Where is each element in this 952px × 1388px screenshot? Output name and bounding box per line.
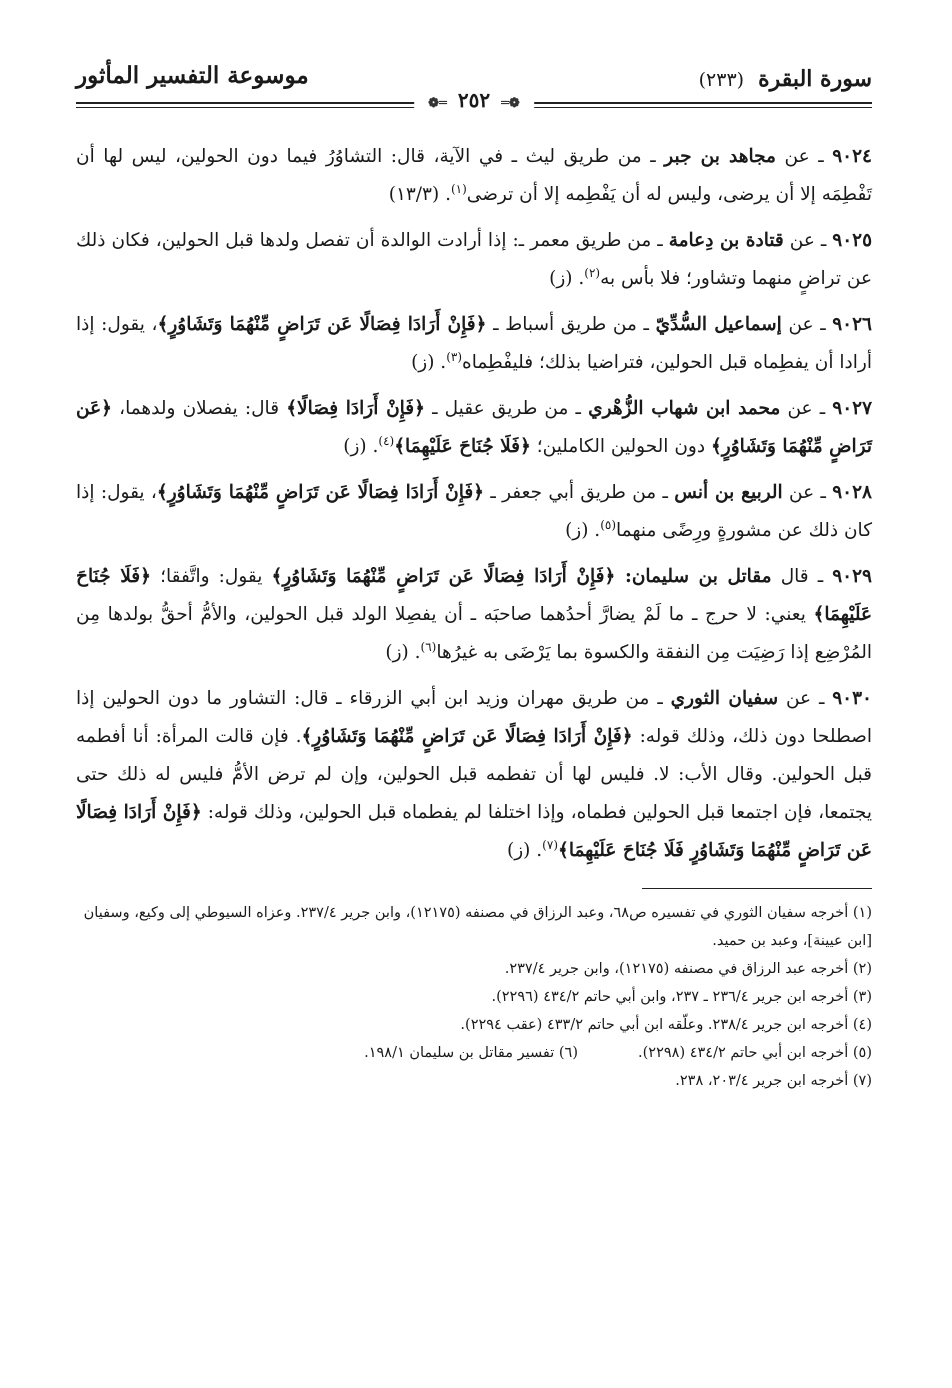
ayah-number: (٢٣٣) — [698, 69, 745, 91]
footnote-marker[interactable]: (٤) — [378, 433, 395, 448]
entry-chain: ـ من طريق أبي جعفر ـ — [490, 482, 668, 503]
footnote-marker[interactable]: (٣) — [446, 349, 463, 364]
footnote-marker[interactable]: (٧) — [542, 837, 558, 852]
page-header — [76, 58, 872, 120]
footnote: (٥) أخرجه ابن أبي حاتم ٤٣٤/٢ (٢٢٩٨). — [638, 1045, 872, 1061]
narrator-name: الربيع بن أنس — [674, 482, 783, 503]
entry-text: دون الحولين الكاملين؛ — [536, 436, 706, 457]
narrations — [76, 138, 872, 870]
entry-ref: . (ز) — [343, 436, 379, 457]
quran-quote: ﴿فَإِنْ أَرَادَا فِصَالًا عَن تَرَاضٍ مِّنْهُمَا وَتَشَاوُرٍ فَلَا جُنَاحَ عَلَيْهِمَا﴾ — [76, 802, 872, 861]
footnote: (٧) أخرجه ابن جرير ٢٠٣/٤، ٢٣٨. — [675, 1073, 872, 1089]
book-title: موسوعة التفسير المأثور — [76, 62, 309, 89]
page-number-block — [414, 88, 534, 112]
footnote: (٣) أخرجه ابن جرير ٢٣٦/٤ ـ ٢٣٧، وابن أبي حاتم ٤٣٤/٢ (٢٢٩٦). — [491, 989, 872, 1005]
footnotes — [76, 899, 872, 1095]
entry-text: ـ من طريق مهران وزيد ابن أبي الزرقاء ـ قال: التشاور ما دون الحولين إذا اصطلحا دون ذلك، وذلك قوله: — [76, 688, 872, 747]
entry-text: يعني: لا حرج ـ ما لَمْ يضارَّ أحدُهما صاحبَه ـ أن يفصِلا الولد قبل الحولين، والأمُّ أحقُّ بولدها مِن المُرْضِع إذا رَضِيَت مِن النفقة والكسوة بما يَرْضَى به غيرُها — [76, 604, 872, 663]
narrator-name: إسماعيل السُّدِّيّ — [655, 314, 782, 335]
entry-chain: ـ من طريق عقيل ـ — [432, 398, 581, 419]
narrator-name: مقاتل بن سليمان — [631, 566, 772, 587]
narrator-name: محمد ابن شهاب الزُّهْري — [588, 398, 781, 419]
entry-chain: ـ من طريق أسباط ـ — [493, 314, 649, 335]
narration-entry: ٩٠٢٨ ـ عن الربيع بن أنس ـ من طريق أبي جعفر ـ ﴿فَإِنْ أَرَادَا فِصَالًا عَن تَرَاضٍ مِّنْهُمَا وَتَشَاوُرٍ﴾، يقول: إذا كان ذلك عن مشورةٍ ورِضًى منهما$^{(٥)}$. (ز) — [76, 482, 872, 541]
entry-ref: . (ز) — [565, 520, 601, 541]
book-page — [76, 58, 872, 1095]
narration-entry: ٩٠٣٠ ـ عن سفيان الثوري ـ من طريق مهران وزيد ابن أبي الزرقاء ـ قال: التشاور ما دون الحولين إذا اصطلحا دون ذلك، وذلك قوله: ﴿فَإِنْ أَرَادَا فِصَالًا عَن تَرَاضٍ مِّنْهُمَا وَتَشَاوُرٍ﴾. فإن قالت المرأة: أنا أفطمه قبل الحولين. وقال الأب: لا. فليس لها أن تفطمه قبل الحولين، وإن لم ترض الأمُّ فليس له ذلك حتى يجتمعا، فإن اجتمعا قبل الحولين فطماه، وإذا اختلفا لم يفطماه قبل الحولين، وذلك قوله: ﴿فَإِنْ أَرَادَا فِصَالًا عَن تَرَاضٍ مِّنْهُمَا وَتَشَاوُرٍ فَلَا جُنَاحَ عَلَيْهِمَا﴾$^{(٧)}$. (ز) — [76, 688, 872, 861]
page-number: ٢٥٢ — [457, 88, 491, 112]
ornament-icon: ❁═ — [501, 96, 520, 111]
entry-text: ـ من طريق ليث ـ في الآية، قال: التشاوُرُ فيما دون الحولين، ليس لها أن تَفْطِمَه إلا أن يرضى، وليس له أن يَفْطِمه إلا أن ترضى — [76, 146, 872, 205]
footnote-row — [76, 1039, 872, 1067]
narrator-name: قتادة بن دِعامة — [668, 230, 784, 251]
entry-number: ٩٠٣٠ — [832, 688, 872, 709]
footnote: (٤) أخرجه ابن جرير ٢٣٨/٤. وعلّقه ابن أبي حاتم ٤٣٣/٢ (عقب ٢٢٩٤). — [460, 1017, 872, 1033]
entry-number: ٩٠٢٥ — [832, 230, 873, 251]
entry-ref: . (ز) — [507, 840, 543, 861]
footnote: (٢) أخرجه عبد الرزاق في مصنفه (١٢١٧٥)، وابن جرير ٢٣٧/٤. — [504, 961, 872, 977]
entry-ref: . (ز) — [411, 352, 447, 373]
footnote-rule — [642, 888, 872, 889]
narration-entry: ٩٠٢٥ ـ عن قتادة بن دِعامة ـ من طريق معمر ـ: إذا أرادت الوالدة أن تفصل ولدها قبل الحولين، فكان ذلك عن تراضٍ منهما وتشاور؛ فلا بأس به$^{(٢)}$. (ز) — [76, 230, 873, 289]
quran-quote: ﴿فَإِنْ أَرَادَا فِصَالًا عَن تَرَاضٍ مِّنْهُمَا وَتَشَاوُرٍ﴾ — [156, 482, 485, 503]
narrator-name: مجاهد بن جبر — [664, 146, 776, 167]
entry-ref: . (ز) — [385, 642, 421, 663]
entry-number: ٩٠٢٤ — [832, 146, 872, 167]
entry-lead: قال — [780, 566, 809, 587]
narrator-name: سفيان الثوري — [670, 688, 779, 709]
entry-number: ٩٠٢٦ — [832, 314, 872, 335]
entry-text: يقول: واتَّفقا؛ — [160, 566, 263, 587]
narration-entry: ٩٠٢٩ ـ قال مقاتل بن سليمان: ﴿فَإِنْ أَرَادَا فِصَالًا عَن تَرَاضٍ مِّنْهُمَا وَتَشَاوُرٍ﴾ يقول: واتَّفقا؛ ﴿فَلَا جُنَاحَ عَلَيْهِمَا﴾ يعني: لا حرج ـ ما لَمْ يضارَّ أحدُهما صاحبَه ـ أن يفصِلا الولد قبل الحولين، والأمُّ أحقُّ بولدها مِن المُرْضِع إذا رَضِيَت مِن النفقة والكسوة بما يَرْضَى به غيرُها$^{(٦)}$. (ز) — [76, 566, 872, 663]
entry-ref: . (١٣/٣) — [388, 184, 451, 205]
footnote-marker[interactable]: (٥) — [600, 517, 617, 532]
entry-text: ، يقول: إذا أرادا أن يفطِماه قبل الحولين، فتراضيا بذلك؛ فليفْطِماه — [76, 314, 872, 373]
quran-quote: ﴿عَن تَرَاضٍ مِّنْهُمَا وَتَشَاوُرٍ﴾ — [76, 398, 872, 457]
entry-text: قال: يفصلان ولدهما، — [119, 398, 280, 419]
entry-number: ٩٠٢٩ — [832, 566, 872, 587]
quran-quote: ﴿فَإِنْ أَرَادَا فِصَالًا عَن تَرَاضٍ مِّنْهُمَا وَتَشَاوُرٍ﴾ — [301, 726, 633, 747]
narration-entry: ٩٠٢٦ ـ عن إسماعيل السُّدِّيّ ـ من طريق أسباط ـ ﴿فَإِنْ أَرَادَا فِصَالًا عَن تَرَاضٍ مِّنْهُمَا وَتَشَاوُرٍ﴾، يقول: إذا أرادا أن يفطِماه قبل الحولين، فتراضيا بذلك؛ فليفْطِماه$^{(٣)}$. (ز) — [76, 314, 872, 373]
ornament-icon: ═❁ — [428, 96, 447, 111]
surah-header — [699, 66, 872, 92]
quran-quote: : ﴿فَإِنْ أَرَادَا فِصَالًا عَن تَرَاضٍ مِّنْهُمَا وَتَشَاوُرٍ﴾ — [271, 566, 632, 587]
quran-quote: ﴿فَإِنْ أَرَادَا فِصَالًا﴾ — [286, 398, 425, 419]
quran-quote: ﴿فَلَا جُنَاحَ عَلَيْهِمَا﴾ — [394, 436, 531, 457]
footnote-marker[interactable]: (١) — [450, 181, 467, 196]
surah-name: سورة البقرة — [758, 66, 872, 92]
narration-entry: ٩٠٢٧ ـ عن محمد ابن شهاب الزُّهْري ـ من طريق عقيل ـ ﴿فَإِنْ أَرَادَا فِصَالًا﴾ قال: يفصلان ولدهما، ﴿عَن تَرَاضٍ مِّنْهُمَا وَتَشَاوُرٍ﴾ دون الحولين الكاملين؛ ﴿فَلَا جُنَاحَ عَلَيْهِمَا﴾$^{(٤)}$. (ز) — [76, 398, 873, 457]
entry-text: ـ من طريق معمر ـ: إذا أرادت الوالدة أن تفصل ولدها قبل الحولين، فكان ذلك عن تراضٍ منهما وتشاور؛ فلا بأس به — [76, 230, 872, 289]
footnote-marker[interactable]: (٢) — [584, 265, 601, 280]
footnote: (١) أخرجه سفيان الثوري في تفسيره ص٦٨، وعبد الرزاق في مصنفه (١٢١٧٥)، وابن جرير ٢٣٧/٤. وعزاه السيوطي إلى وكيع، وسفيان [ابن عيينة]، وعبد بن حميد. — [83, 905, 872, 949]
entry-text: . فإن قالت المرأة: أنا أفطمه قبل الحولين. وقال الأب: لا. فليس لها أن تفطمه قبل الحولين، وإن لم ترض الأمُّ فليس له ذلك حتى يجتمعا، فإن اجتمعا قبل الحولين فطماه، وإذا اختلفا لم يفطماه قبل الحولين، وذلك قوله: — [76, 726, 872, 823]
entry-number: ٩٠٢٧ — [832, 398, 873, 419]
quran-quote: ﴿فَإِنْ أَرَادَا فِصَالًا عَن تَرَاضٍ مِّنْهُمَا وَتَشَاوُرٍ﴾ — [157, 314, 487, 335]
entry-text: ، يقول: إذا كان ذلك عن مشورةٍ ورِضًى منهما — [76, 482, 872, 541]
narration-entry: ٩٠٢٤ ـ عن مجاهد بن جبر ـ من طريق ليث ـ في الآية، قال: التشاوُرُ فيما دون الحولين، ليس لها أن تَفْطِمَه إلا أن يرضى، وليس له أن يَفْطِمه إلا أن ترضى$^{(١)}$. (١٣/٣) — [76, 146, 872, 205]
footnote-marker[interactable]: (٦) — [420, 639, 437, 654]
entry-number: ٩٠٢٨ — [832, 482, 872, 503]
quran-quote: ﴿فَلَا جُنَاحَ عَلَيْهِمَا﴾ — [76, 566, 872, 625]
footnote: (٦) تفسير مقاتل بن سليمان ١٩٨/١. — [364, 1045, 578, 1061]
entry-ref: . (ز) — [549, 268, 585, 289]
